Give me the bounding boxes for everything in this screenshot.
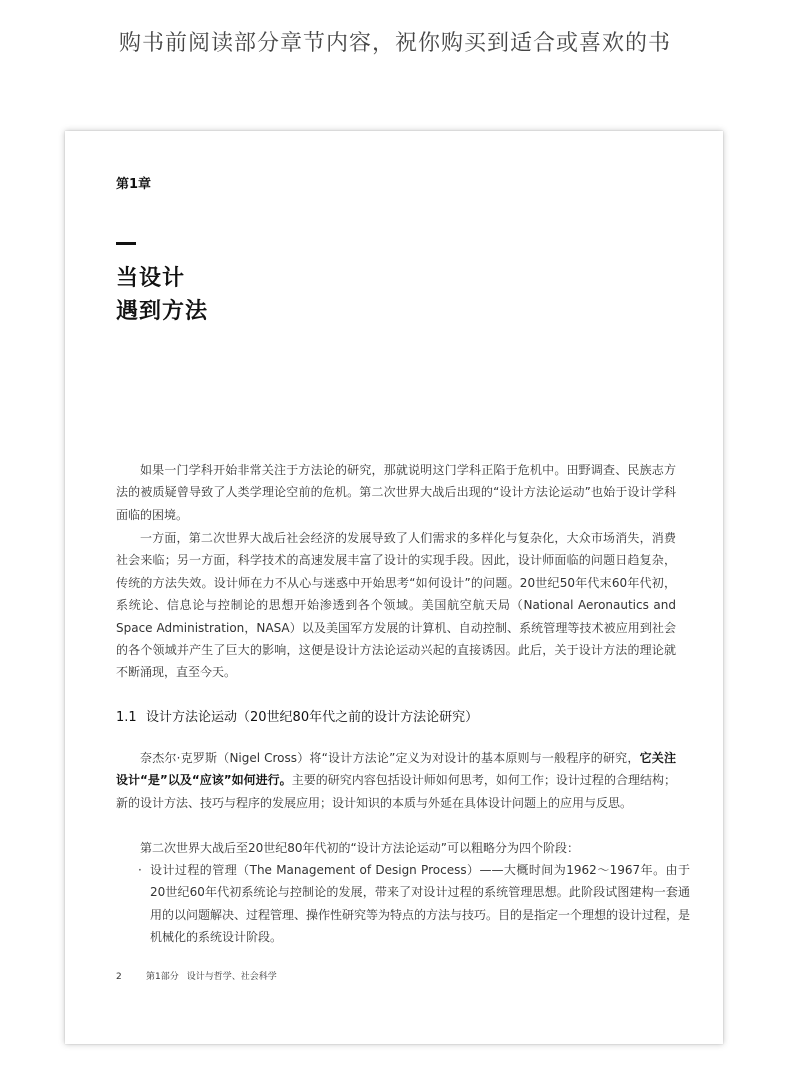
banner-text: 购书前阅读部分章节内容，祝你购买到适合或喜欢的书 <box>118 31 671 56</box>
footer-part-title: 设计与哲学、社会科学 <box>186 972 277 982</box>
book-page <box>65 131 723 1044</box>
chapter-title-line-1: 当设计 <box>116 266 186 291</box>
paragraph-4: 第二次世界大战后至20世纪80年代初的“设计方法论运动”可以粗略分为四个阶段： <box>140 841 579 855</box>
page-footer <box>116 969 277 982</box>
section-title: 设计方法论运动（20世纪80年代之前的设计方法论研究） <box>146 710 479 725</box>
chapter-label: 第1章 <box>116 177 152 192</box>
title-dash <box>116 242 136 245</box>
chapter-title-line-2: 遇到方法 <box>116 299 209 324</box>
section-number: 1.1 <box>116 710 137 725</box>
footer-part: 第1部分 <box>146 972 179 982</box>
bullet-mark: · <box>138 863 142 877</box>
paragraph-3-bold: 它关注设计“是”以及“应该”如何进行。 <box>116 751 676 788</box>
paragraph-2: 一方面，第二次世界大战后社会经济的发展导致了人们需求的多样化与复杂化，大众市场消失，消费社会来临；另一方面，科学技术的高速发展丰富了设计的实现手段。因此，设计师面临的问题日趋复杂，传统的方法失效。设计师在力不从心与迷惑中开始思考“如何设计”的问题。20世纪50年代末60年代初，系统论、信息论与控制论的思想开始渗透到各个领域。美国航空航天局（National Aeronautics and Space Administration，NASA）以及美国军方发展的计算机、自动控制、系统管理等技术被应用到社会的各个领域并产生了巨大的影响，这便是设计方法论运动兴起的直接诱因。此后，关于设计方法的理论就不断涌现，直至今天。 <box>116 531 676 680</box>
paragraph-3-part-1: 奈杰尔·克罗斯（Nigel Cross）将“设计方法论”定义为对设计的基本原则与一般程序的研究， <box>140 751 640 765</box>
section-heading <box>116 706 478 725</box>
bullet-item-1: 设计过程的管理（The Management of Design Process）——大概时间为1962～1967年。由于20世纪60年代初系统论与控制论的发展，带来了对设计过程的系统管理思想。此阶段试图建构一套通用的以问题解决、过程管理、操作性研究等为特点的方法与技巧。目的是指定一个理想的设计过程，是机械化的系统设计阶段。 <box>150 863 691 945</box>
page-number: 2 <box>116 972 122 982</box>
paragraph-3 <box>116 747 676 814</box>
paragraph-3-part-2: 主要的研究内容包括设计师如何思考，如何工作；设计过程的合理结构；新的设计方法、技巧与程序的发展应用；设计知识的本质与外延在具体设计问题上的应用与反思。 <box>116 773 676 810</box>
paragraph-1: 如果一门学科开始非常关注于方法论的研究，那就说明这门学科正陷于危机中。田野调查、民族志方法的被质疑曾导致了人类学理论空前的危机。第二次世界大战后出现的“设计方法论运动”也始于设计学科面临的困境。 <box>116 463 676 522</box>
